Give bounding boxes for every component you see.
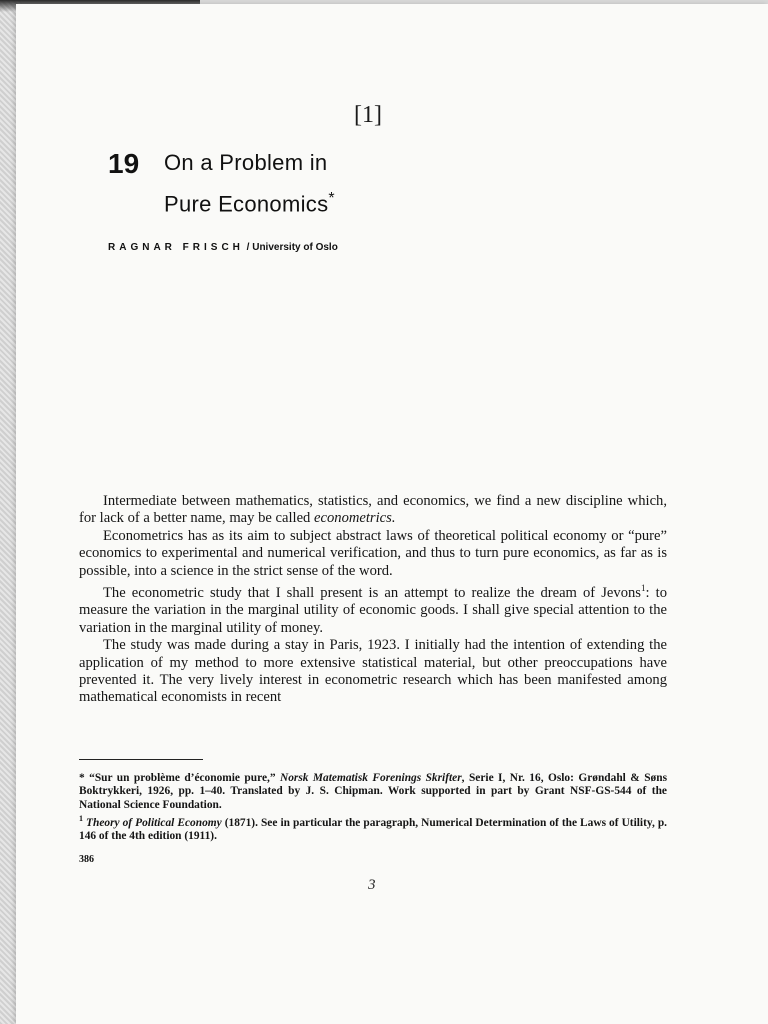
paragraph-3-text-a: The econometric study that I shall present is an attempt to realize the dream of Jevons bbox=[103, 584, 641, 601]
footnote-1-title: Theory of Political Economy bbox=[83, 817, 222, 830]
title-line-2 bbox=[164, 190, 335, 217]
footnote-star bbox=[79, 772, 667, 812]
author-name: RAGNAR FRISCH bbox=[108, 242, 244, 253]
footnote-1-text: (1871). See in particular the paragraph, Numerical Determination of the Laws of Utility, p. 146 of the 4th edition (1911). bbox=[79, 817, 668, 843]
body-text bbox=[79, 493, 667, 707]
footnote-star-journal: Norsk Matematisk Forenings Skrifter bbox=[280, 772, 462, 784]
title-line-2-text: Pure Economics bbox=[164, 191, 329, 217]
footnote-star-text-a: “Sur un problème d’économie pure,” bbox=[84, 772, 280, 784]
paragraph-3-text-b: : to measure the variation in the marginal utility of economic goods. I shall give special attention to the variation in the marginal utility of money. bbox=[79, 584, 667, 636]
footnote-ref-1: 1 bbox=[640, 583, 646, 594]
footnotes bbox=[79, 772, 667, 844]
paragraph-2: Econometrics has as its aim to subject abstract laws of theoretical political economy or “pure” economics to experimental and numerical verification, and thus to turn pure economics, as far as is possible, into a science in the strict sense of the word. bbox=[79, 527, 667, 579]
title-line-1: On a Problem in bbox=[164, 150, 328, 175]
author-affiliation: / University of Oslo bbox=[246, 242, 338, 253]
footnote-star-text-b: , Serie I, Nr. 16, Oslo: Grøndahl & Søns Boktrykkeri, 1926, pp. 1–40. Translated by J. S. Chipman. Work supported in part by Grant NSF-GS-544 of the National Science Foundation. bbox=[79, 772, 667, 811]
document-page bbox=[16, 4, 768, 1024]
footnote-1 bbox=[79, 812, 667, 844]
paragraph-1-emphasis: econometrics. bbox=[314, 510, 396, 527]
title-footnote-mark: * bbox=[328, 190, 335, 207]
paragraph-3 bbox=[79, 580, 667, 637]
footnote-rule bbox=[79, 759, 203, 760]
paragraph-1 bbox=[79, 493, 667, 528]
footnote-1-mark: 1 bbox=[79, 814, 83, 824]
byline bbox=[108, 242, 338, 253]
chapter-number: 19 bbox=[108, 148, 140, 179]
folio-number: 3 bbox=[368, 877, 376, 893]
paragraph-1-text: Intermediate between mathematics, statistics, and economics, we find a new discipline which, for lack of a better name, may be called bbox=[79, 493, 667, 527]
bracket-number: [1] bbox=[354, 102, 382, 128]
page-number: 386 bbox=[79, 854, 94, 865]
footnote-star-mark: * bbox=[79, 772, 85, 784]
paragraph-4: The study was made during a stay in Paris, 1923. I initially had the intention of extending the application of my method to more extensive statistical material, but other preoccupations have prevented it. The very lively interest in econometric research which has been manifested among mathematical economists in recent bbox=[79, 637, 667, 706]
